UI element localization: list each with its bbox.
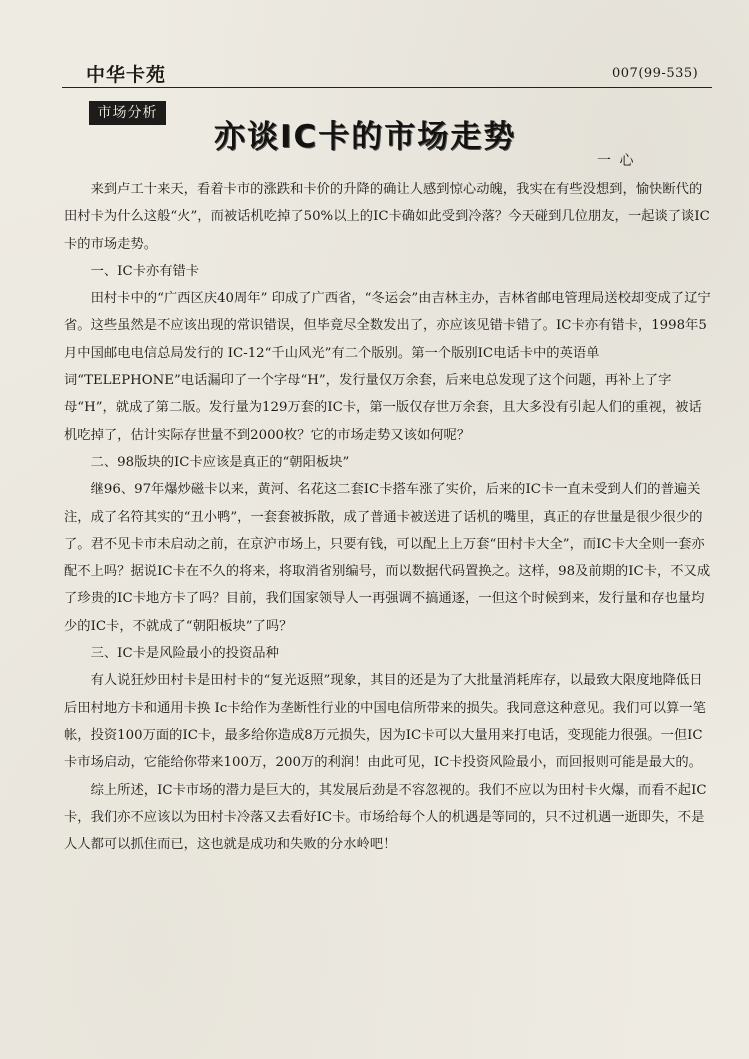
paragraph-3: 有人说狂炒田村卡是田村卡的“复光返照”现象，其目的还是为了大批量消耗库存，以最致大限度地降低日后田村地方卡和通用卡换 Ic卡给作为垄断性行业的中国电信所带来的损失。我同意这种意见。我们可以算一笔帐，投资100万面的IC卡，最多给你造成8万元损失，因为IC卡可以大量用来打电话，变现能力很强。一但IC卡市场启动，它能给你带来100万，200万的利润！由此可见，IC卡投资风险最小，而回报则可能是最大的。 [64,673,706,771]
publication-name: 中华卡苑 [86,64,167,86]
section-heading-3: 三、IC卡是风险最小的投资品种 [90,646,279,662]
header-divider [62,87,712,88]
document-code: 007(99-535) [612,66,699,81]
paragraph-4: 综上所述，IC卡市场的潜力是巨大的，其发展后劲是不容忽视的。我们不应以为田村卡火爆，而看不起IC卡，我们亦不应该以为田村卡冷落又去看好IC卡。市场给每个人的机遇是等同的，只不过机遇一逝即失，不是人人都可以抓住而已，这也就是成功和失败的分水岭吧！ [64,782,707,853]
paragraph-1: 田村卡中的“广西区庆40周年” 印成了广西省，“冬运会”由吉林主办，吉林省邮电管理局送校却变成了辽宁省。这些虽然是不应该出现的常识错误，但毕竟尽全数发出了，亦应该见错卡错了。IC卡亦有错卡，1998年5月中国邮电电信总局发行的 IC-12“千山风光”有二个版别。第一个版别IC电话卡中的英语单词“TELEPHONE”电话漏印了一个字母“H”，发行量仅万余套，后来电总发现了这个问题，再补上了字母“H”，就成了第二版。发行量为129万套的IC卡，第一版仅存世万余套，且大多没有引起人们的重视，被话机吃掉了，估计实际存世量不到2000枚？它的市场走势又该如何呢？ [64,291,711,443]
article-body [64,176,714,858]
author: 一 心 [597,153,636,169]
section-tag: 市场分析 [89,101,166,125]
article-title: 亦谈IC卡的市场走势 [214,119,517,155]
paragraph-2: 继96、97年爆炒磁卡以来，黄河、名花这二套IC卡搭车涨了实价，后来的IC卡一直未受到人们的普遍关注，成了名符其实的“丑小鸭”，一套套被拆散，成了普通卡被送进了话机的嘴里，真正的存世量是很少很少的了。君不见卡市未启动之前，在京沪市场上，只要有钱，可以配上上万套“田村卡大全”，而IC卡大全则一套亦配不上吗？据说IC卡在不久的将来，将取消省别编号，而以数据代码置换之。这样，98及前期的IC卡，不又成了珍贵的IC卡地方卡了吗？目前，我们国家领导人一再强调不搞通逐，一但这个时候到来，发行量和存也量均少的IC卡，不就成了“朝阳板块”了吗？ [64,482,711,634]
section-heading-2: 二、98版块的IC卡应该是真正的“朝阳板块” [90,454,350,470]
section-heading-1: 一、IC卡亦有错卡 [90,263,200,279]
intro-paragraph: 来到卢工十来天，看着卡市的涨跌和卡价的升降的确让人感到惊心动魄，我实在有些没想到，愉快断代的田村卡为什么这般“火”，而被话机吃掉了50%以上的IC卡确如此受到冷落？今天碰到几位朋友，一起谈了谈IC卡的市场走势。 [64,182,710,252]
